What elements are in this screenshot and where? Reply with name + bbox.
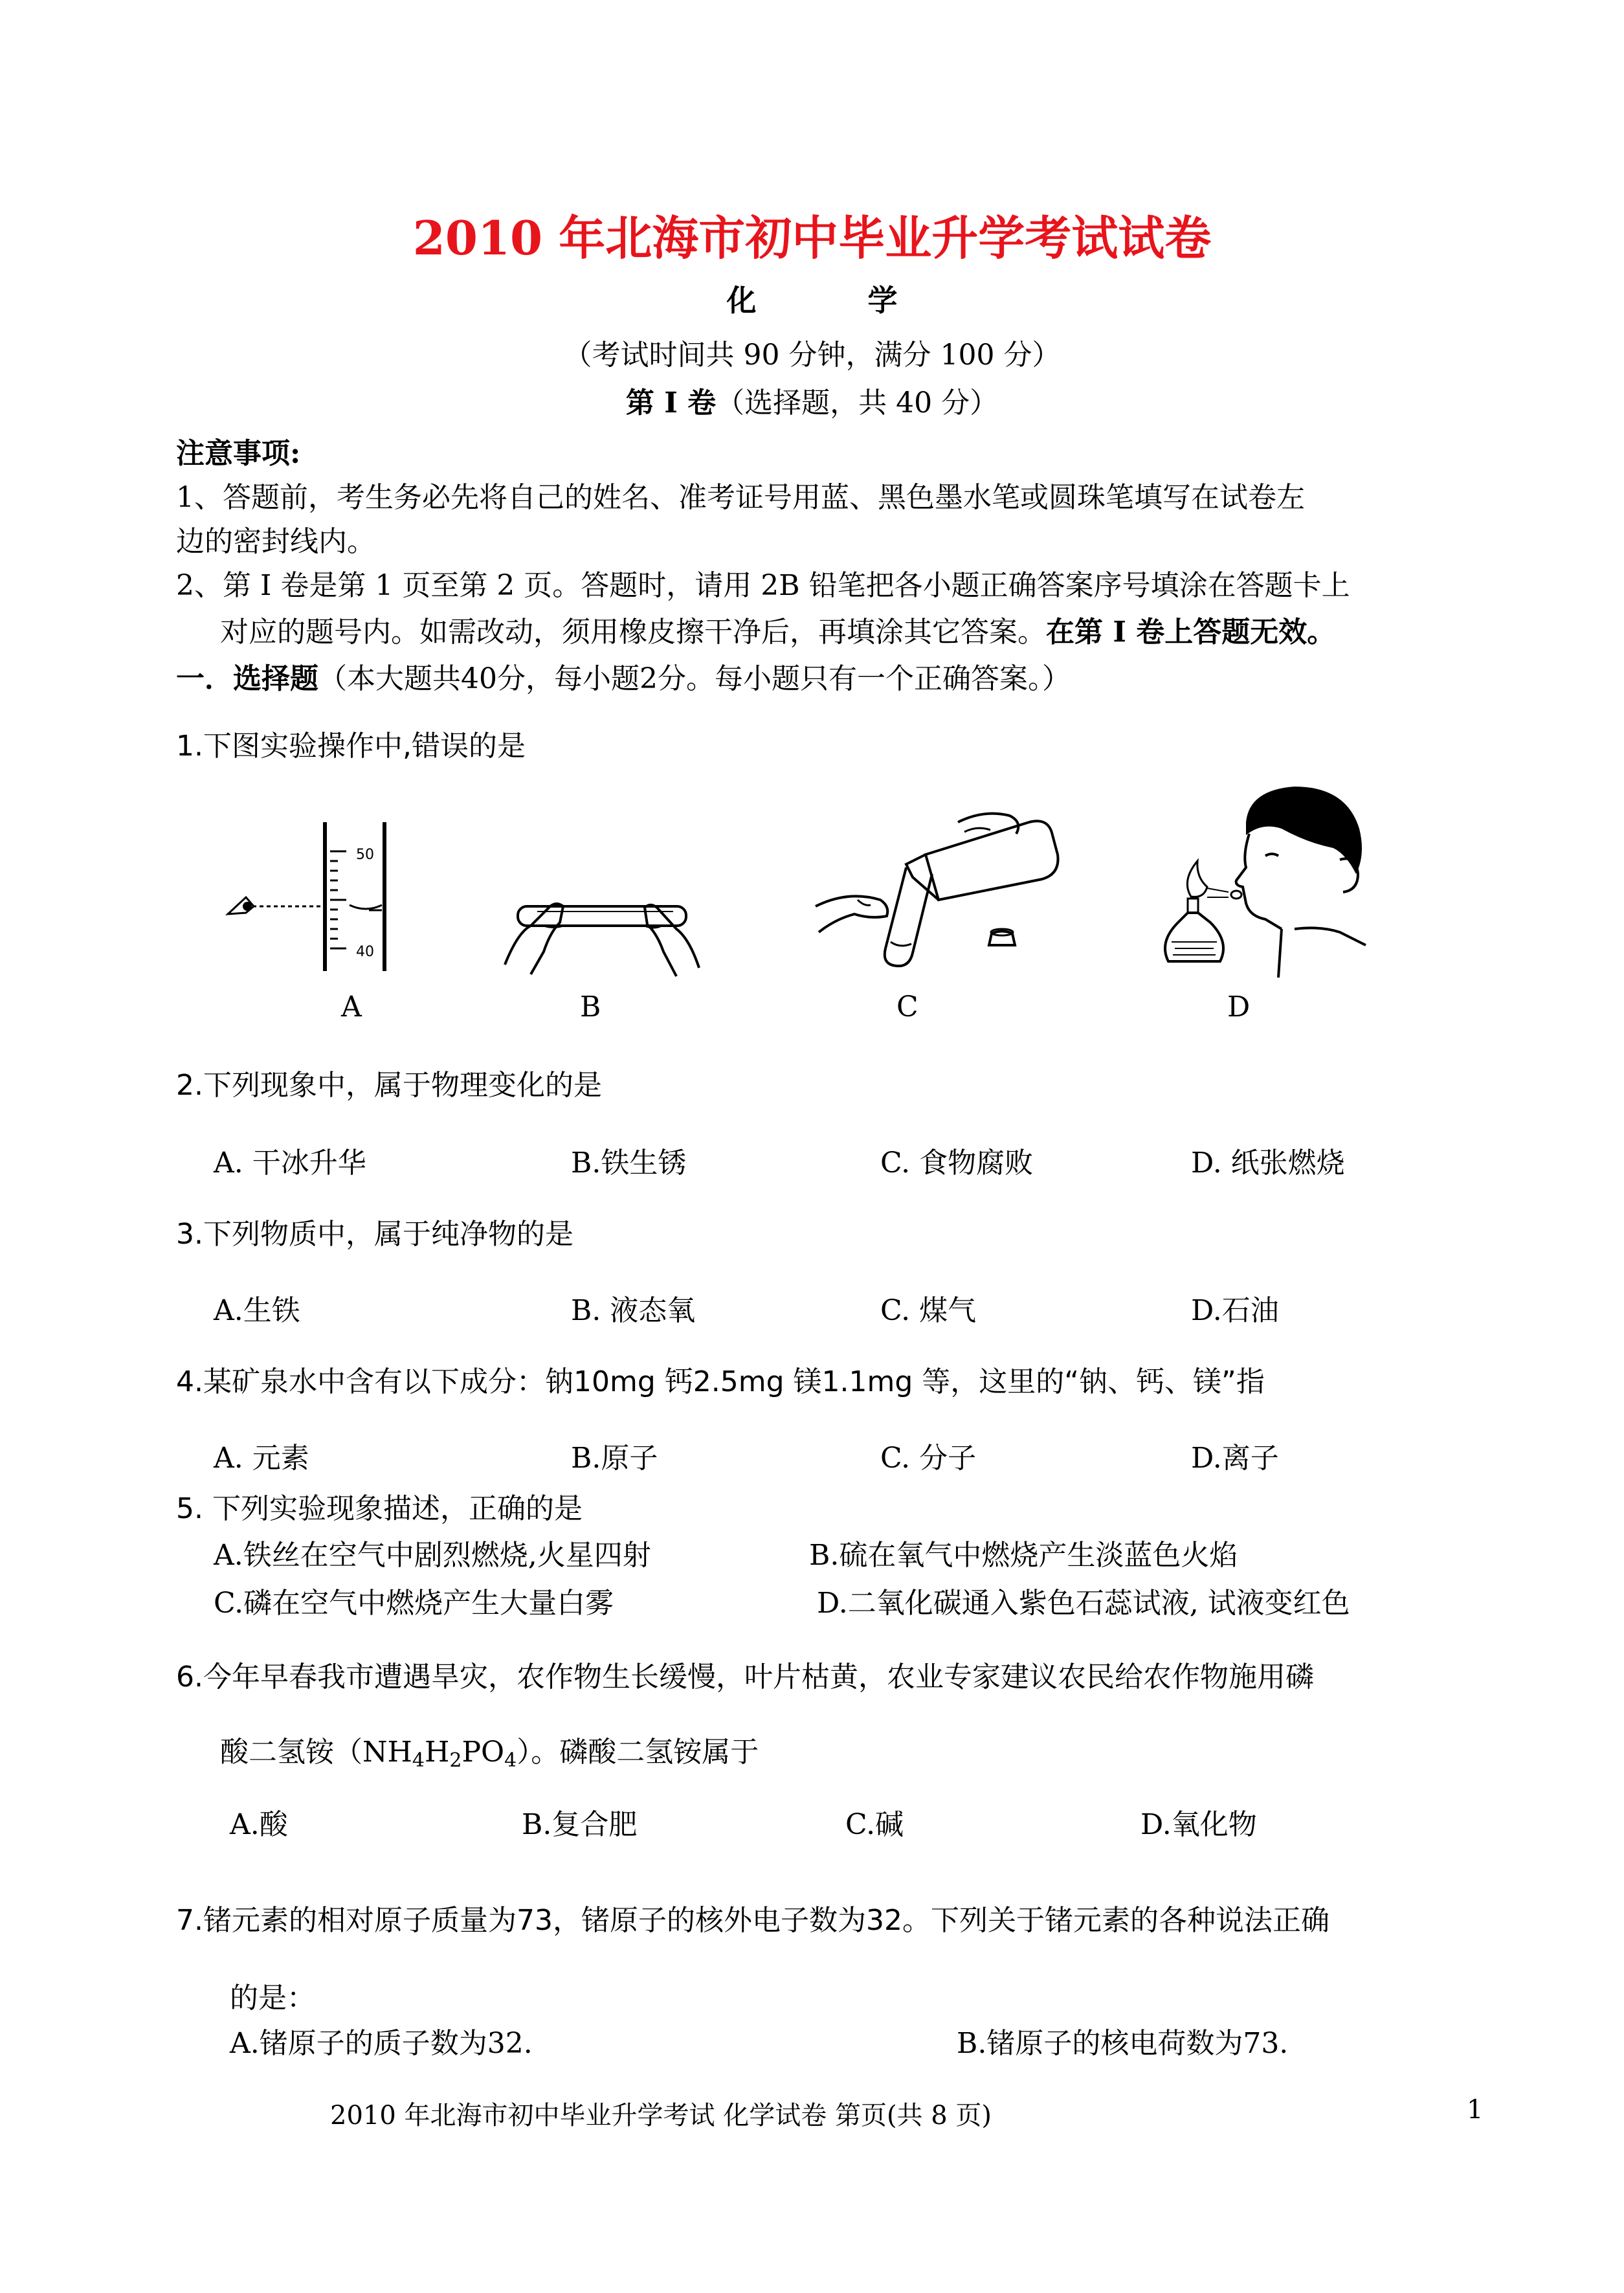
page-number: 1 bbox=[1467, 2095, 1484, 2125]
question-2-option-b[interactable]: B.铁生锈 bbox=[571, 1146, 687, 1180]
note-2-line-1: 2、第 I 卷是第 1 页至第 2 页。答题时，请用 2B 铅笔把各小题正确答案序号填涂在答题卡上 bbox=[176, 569, 1350, 602]
note-2-line-2 bbox=[220, 609, 1335, 650]
question-7-option-a[interactable]: A.锗原子的质子数为32. bbox=[230, 2027, 533, 2060]
subject-title: 化 学 bbox=[726, 283, 948, 318]
question-4-option-b[interactable]: B.原子 bbox=[571, 1442, 658, 1475]
note-2-normal: 对应的题号内。如需改动，须用橡皮擦干净后，再填涂其它答案。 bbox=[220, 616, 1046, 649]
volume-label: 第 I 卷 bbox=[625, 386, 717, 419]
question-3-option-c[interactable]: C. 煤气 bbox=[880, 1294, 977, 1327]
figure-d-blowing-lamp bbox=[1152, 783, 1372, 984]
question-5-option-d[interactable]: D.二氧化碳通入紫色石蕊试液, 试液变红色 bbox=[817, 1587, 1350, 1620]
question-2-option-d[interactable]: D. 纸张燃烧 bbox=[1191, 1146, 1345, 1180]
question-4-option-a[interactable]: A. 元素 bbox=[214, 1442, 309, 1475]
q6-sub-3: 4 bbox=[504, 1749, 517, 1772]
note-2-bold: 在第 I 卷上答题无效。 bbox=[1046, 616, 1336, 649]
figure-label-c: C bbox=[896, 990, 918, 1023]
question-5-option-b[interactable]: B.硫在氧气中燃烧产生淡蓝色火焰 bbox=[809, 1539, 1238, 1572]
figure-label-d: D bbox=[1227, 990, 1251, 1023]
question-5-option-c[interactable]: C.磷在空气中燃烧产生大量白雾 bbox=[214, 1587, 614, 1620]
cylinder-tick-40: 40 bbox=[356, 944, 374, 960]
figure-b-test-tube-hands bbox=[492, 861, 712, 978]
question-6-option-c[interactable]: C.碱 bbox=[845, 1808, 904, 1841]
page-title: 2010 年北海市初中毕业升学考试试卷 bbox=[412, 210, 1212, 265]
question-4-option-c[interactable]: C. 分子 bbox=[880, 1442, 977, 1475]
question-3-option-b[interactable]: B. 液态氧 bbox=[571, 1294, 696, 1327]
figure-c-pouring-liquid bbox=[809, 803, 1068, 978]
figure-a-measuring-cylinder bbox=[220, 816, 408, 978]
question-1-stem: 1.下图实验操作中,错误的是 bbox=[176, 730, 526, 763]
q6-text-h: H bbox=[424, 1736, 450, 1769]
question-2-option-a[interactable]: A. 干冰升华 bbox=[214, 1146, 366, 1180]
figure-label-b: B bbox=[580, 990, 601, 1023]
q6-sub-1: 4 bbox=[412, 1749, 425, 1772]
volume-heading bbox=[0, 379, 1624, 421]
question-3-option-a[interactable]: A.生铁 bbox=[214, 1294, 300, 1327]
question-6-option-b[interactable]: B.复合肥 bbox=[522, 1808, 638, 1841]
note-1-line-1: 1、答题前，考生务必先将自己的姓名、准考证号用蓝、黑色墨水笔或圆珠笔填写在试卷左 bbox=[176, 481, 1305, 514]
question-4-option-d[interactable]: D.离子 bbox=[1191, 1442, 1279, 1475]
notes-heading: 注意事项: bbox=[176, 437, 301, 470]
cylinder-tick-50: 50 bbox=[356, 847, 374, 863]
question-2-option-c[interactable]: C. 食物腐败 bbox=[880, 1146, 1034, 1180]
question-5-option-a[interactable]: A.铁丝在空气中剧烈燃烧,火星四射 bbox=[214, 1539, 651, 1572]
question-6-stem-line-2 bbox=[220, 1728, 759, 1772]
q6-sub-2: 2 bbox=[449, 1749, 462, 1772]
volume-desc: （选择题，共 40 分） bbox=[716, 386, 999, 419]
question-4-stem: 4.某矿泉水中含有以下成分：钠10mg 钙2.5mg 镁1.1mg 等，这里的“钠、钙、镁”指 bbox=[176, 1365, 1265, 1398]
q6-text-a: 酸二氢铵（NH bbox=[220, 1736, 412, 1769]
question-2-stem: 2.下列现象中，属于物理变化的是 bbox=[176, 1069, 602, 1102]
question-3-stem: 3.下列物质中，属于纯净物的是 bbox=[176, 1218, 573, 1251]
q6-text-b: ）。磷酸二氢铵属于 bbox=[517, 1736, 759, 1769]
question-7-stem-line-2: 的是： bbox=[230, 1982, 315, 2015]
question-6-option-a[interactable]: A.酸 bbox=[230, 1808, 288, 1841]
figure-label-a: A bbox=[341, 990, 362, 1023]
section-1-label: 一．选择题 bbox=[176, 662, 318, 695]
section-1-desc: （本大题共40分，每小题2分。每小题只有一个正确答案。） bbox=[318, 662, 1071, 695]
question-6-stem-line-1: 6.今年早春我市遭遇旱灾，农作物生长缓慢，叶片枯黄，农业专家建议农民给农作物施用磷 bbox=[176, 1661, 1314, 1694]
question-7-option-b[interactable]: B.锗原子的核电荷数为73. bbox=[957, 2027, 1289, 2060]
question-5-stem: 5. 下列实验现象描述，正确的是 bbox=[176, 1492, 583, 1525]
question-7-stem-line-1: 7.锗元素的相对原子质量为73，锗原子的核外电子数为32。下列关于锗元素的各种说法正确 bbox=[176, 1904, 1329, 1937]
note-1-line-2: 边的密封线内。 bbox=[176, 525, 375, 558]
question-3-option-d[interactable]: D.石油 bbox=[1191, 1294, 1279, 1327]
exam-info: （考试时间共 90 分钟，满分 100 分） bbox=[563, 339, 1061, 372]
section-1-heading bbox=[176, 655, 1071, 697]
question-6-option-d[interactable]: D.氧化物 bbox=[1140, 1808, 1257, 1841]
q6-text-po: PO bbox=[462, 1736, 505, 1769]
page-footer: 2010 年北海市初中毕业升学考试 化学试卷 第页(共 8 页) bbox=[330, 2101, 992, 2131]
